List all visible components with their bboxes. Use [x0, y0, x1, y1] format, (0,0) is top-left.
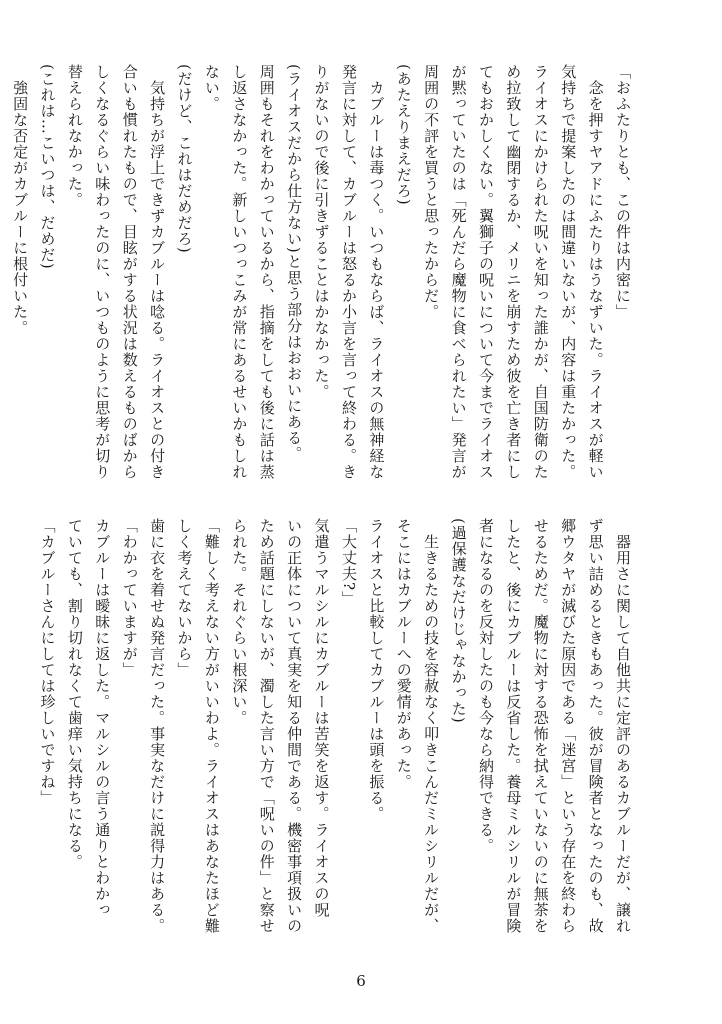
text-line: し返さなかった。新しいつっこみが常にあるせいかもしれ: [230, 64, 249, 480]
text-line: いの正体について真実を知る仲間である。機密事項扱いの: [285, 518, 304, 934]
text-line: 「大丈夫?」: [339, 518, 358, 608]
text-line: 発言に対して、カブルーは怒るか小言を言って終わる。き: [339, 64, 358, 480]
text-line: しく考えてないから」: [175, 518, 194, 678]
text-line: てもおかしくない。翼獅子の呪いについて今までライオス: [476, 64, 495, 480]
text-line: (これは…こいつは、だめだ): [38, 64, 57, 270]
text-line: 気持ちで提案したのは間違いないが、内容は重たかった。: [559, 64, 578, 480]
text-line: 「難しく考えない方がいいわよ。ライオスはあなたほど難: [202, 518, 221, 934]
text-line: られた。それぐらい根深い。: [230, 518, 249, 726]
text-line: ライオスと比較してカブルーは頭を振る。: [367, 518, 386, 822]
text-line: (だけど、これはだめだろ): [175, 64, 194, 254]
text-line: ライオスにかけられた呪いを知った誰かが、自国防衛のた: [531, 64, 550, 480]
text-line: 合いも慣れたもので、目眩がする状況は数えるものばから: [120, 64, 139, 480]
text-line: したと、後にカブルーは反省した。養母ミルシリルが冒険: [504, 518, 523, 934]
text-line: 郷ウタヤが滅びた原因である「迷宮」という存在を終わら: [559, 518, 578, 934]
upper-text-block: [11, 64, 636, 480]
text-line: ていても、割り切れなくて歯痒い気持ちになる。: [65, 518, 84, 870]
text-line: 念を押すヤアドにふたりはうなずいた。ライオスが軽い: [586, 64, 605, 480]
text-line: 「わかっていますが」: [120, 518, 139, 678]
text-line: 者になるのを反対したのも今なら納得できる。: [476, 518, 495, 854]
text-line: (ライオスだから仕方ない)と思う部分はおおいにある。: [285, 64, 304, 462]
text-line: 替えられなかった。: [65, 64, 84, 208]
page-number: 6: [356, 972, 366, 990]
text-line: 「カブルーさんにしては珍しいですね」: [38, 518, 57, 806]
text-line: ない。: [202, 64, 221, 112]
text-line: (あたえりまえだろ): [394, 64, 413, 206]
text-line: カブルーは毒つく。いつもならば、ライオスの無神経な: [367, 64, 386, 480]
text-line: め拉致して幽閉するか、メリニを崩すため彼を亡き者にし: [504, 64, 523, 480]
text-line: 気持ちが浮上できずカブルーは唸る。ライオスとの付き: [148, 64, 167, 480]
text-line: (過保護なだけじゃなかった): [449, 518, 468, 724]
text-line: 生きるための技を容赦なく叩きこんだミルシリルだが、: [422, 518, 441, 934]
text-line: せるためだ。魔物に対する恐怖を拭えていないのに無茶を: [531, 518, 550, 934]
text-line: 器用さに関して自他共に定評のあるカブルーだが、譲れ: [614, 518, 632, 934]
text-line: カブルーは曖昧に返した。マルシルの言う通りとわかっ: [93, 518, 112, 918]
text-line: ため話題にしないが、濁した言い方で「呪いの件」と察せ: [257, 518, 276, 934]
text-line: そこにはカブルーへの愛情があった。: [394, 518, 413, 790]
text-line: 周囲もそれをわかっているから、指摘をしても後に話は蒸: [257, 64, 276, 480]
text-line: りがないので後に引きずることはかなかった。: [312, 64, 331, 400]
text-line: 強固な否定がカブルーに根付いた。: [11, 64, 30, 336]
text-line: 「おふたりとも、この件は内密に」: [614, 64, 632, 320]
text-line: ず思い詰めるときもあった。彼が冒険者となったのも、故: [586, 518, 605, 934]
text-line: 歯に衣を着せぬ発言だった。事実なだけに説得力はある。: [148, 518, 167, 934]
text-line: 周囲の不評を買うと思ったからだ。: [422, 64, 441, 320]
text-line: が黙っていたのは「死んだら魔物に食べられたい」発言が: [449, 64, 468, 480]
text-line: 気遣うマルシルにカブルーは苦笑を返す。ライオスの呪: [312, 518, 331, 918]
text-line: しくなるぐらい味わったのに、いつものように思考が切り: [93, 64, 112, 480]
lower-text-block: [38, 518, 636, 934]
